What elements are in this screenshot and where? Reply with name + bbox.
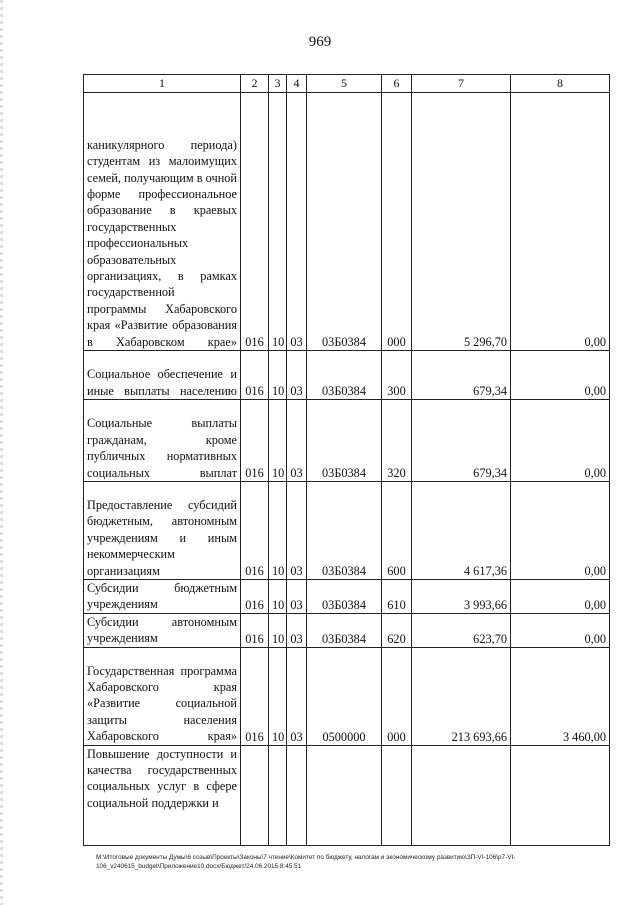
cell-ministry: 016 bbox=[241, 613, 269, 647]
page-number: 969 bbox=[308, 34, 332, 50]
header-row bbox=[84, 75, 610, 93]
header-col-7: 7 bbox=[412, 75, 511, 93]
table-row bbox=[84, 613, 610, 647]
cell-section: 10 bbox=[269, 400, 287, 482]
cell-subsection: 03 bbox=[287, 351, 307, 400]
cell-subsection: 03 bbox=[287, 613, 307, 647]
cell-ministry: 016 bbox=[241, 580, 269, 614]
cell-ministry: 016 bbox=[241, 400, 269, 482]
table-row bbox=[84, 351, 610, 400]
cell-target-article: 0500000 bbox=[307, 647, 382, 745]
cell-amount: 623,70 bbox=[412, 613, 511, 647]
cell-section: 10 bbox=[269, 351, 287, 400]
row-name: Государственная программа Хабаровского края «Развитие социальной защиты населения Хабаровского края» bbox=[84, 647, 241, 745]
cell-subsection: 03 bbox=[287, 400, 307, 482]
row-name: Субсидии автономным учреждениям bbox=[84, 613, 241, 647]
row-name: каникулярного периода) студентам из малоимущих семей, получающим в очной форме профессиональное образование в краевых государственных профессиональных образовательных организациях, в рамках государственной программы Хабаровского края «Развитие образования в Хабаровском крае» bbox=[84, 93, 241, 351]
cell-expense-type: 600 bbox=[382, 482, 412, 580]
cell-section: 10 bbox=[269, 93, 287, 351]
table-row bbox=[84, 647, 610, 745]
cell-ministry: 016 bbox=[241, 482, 269, 580]
header-col-4: 4 bbox=[287, 75, 307, 93]
cell-subsection: 03 bbox=[287, 482, 307, 580]
cell-subsection: 03 bbox=[287, 647, 307, 745]
cell-ministry bbox=[241, 745, 269, 845]
cell-amount-extra: 0,00 bbox=[511, 400, 610, 482]
table-row bbox=[84, 93, 610, 351]
row-name: Субсидии бюджетным учреждениям bbox=[84, 580, 241, 614]
cell-expense-type: 320 bbox=[382, 400, 412, 482]
cell-ministry: 016 bbox=[241, 93, 269, 351]
cell-amount: 3 993,66 bbox=[412, 580, 511, 614]
cell-section bbox=[269, 745, 287, 845]
footer-line-1: M:\Итоговые документы Думы\6 созыв\Проекты\Законы\7 чтение\Комитет по бюджету, налогам и экономическому развитию\ЗП-VI-106\p7-VI- bbox=[96, 854, 516, 861]
cell-amount bbox=[412, 745, 511, 845]
cell-ministry: 016 bbox=[241, 351, 269, 400]
cell-section: 10 bbox=[269, 647, 287, 745]
header-col-3: 3 bbox=[269, 75, 287, 93]
cell-amount: 4 617,36 bbox=[412, 482, 511, 580]
cell-amount-extra bbox=[511, 745, 610, 845]
table-row bbox=[84, 745, 610, 845]
cell-amount: 679,34 bbox=[412, 351, 511, 400]
cell-target-article: 03Б0384 bbox=[307, 93, 382, 351]
cell-target-article bbox=[307, 745, 382, 845]
header-col-2: 2 bbox=[241, 75, 269, 93]
cell-section: 10 bbox=[269, 580, 287, 614]
cell-expense-type: 000 bbox=[382, 647, 412, 745]
cell-expense-type: 620 bbox=[382, 613, 412, 647]
cell-amount: 213 693,66 bbox=[412, 647, 511, 745]
cell-target-article: 03Б0384 bbox=[307, 351, 382, 400]
row-name: Социальные выплаты гражданам, кроме публичных нормативных социальных выплат bbox=[84, 400, 241, 482]
file-path-footer bbox=[96, 853, 616, 871]
cell-section: 10 bbox=[269, 482, 287, 580]
cell-target-article: 03Б0384 bbox=[307, 613, 382, 647]
table-row bbox=[84, 482, 610, 580]
header-col-5: 5 bbox=[307, 75, 382, 93]
row-name: Социальное обеспечение и иные выплаты населению bbox=[84, 351, 241, 400]
cell-expense-type: 610 bbox=[382, 580, 412, 614]
table-row bbox=[84, 580, 610, 614]
cell-amount: 5 296,70 bbox=[412, 93, 511, 351]
cell-subsection: 03 bbox=[287, 580, 307, 614]
cell-expense-type: 300 bbox=[382, 351, 412, 400]
header-col-6: 6 bbox=[382, 75, 412, 93]
cell-amount-extra: 0,00 bbox=[511, 351, 610, 400]
cell-amount-extra: 0,00 bbox=[511, 93, 610, 351]
cell-amount-extra: 0,00 bbox=[511, 482, 610, 580]
table-row bbox=[84, 400, 610, 482]
header-col-1: 1 bbox=[84, 75, 241, 93]
cell-amount-extra: 3 460,00 bbox=[511, 647, 610, 745]
cell-expense-type bbox=[382, 745, 412, 845]
row-name: Повышение доступности и качества государственных социальных услуг в сфере социальной поддержки и bbox=[84, 745, 241, 845]
cell-amount-extra: 0,00 bbox=[511, 613, 610, 647]
cell-expense-type: 000 bbox=[382, 93, 412, 351]
cell-target-article: 03Б0384 bbox=[307, 580, 382, 614]
cell-target-article: 03Б0384 bbox=[307, 400, 382, 482]
footer-line-2: 106_v240615_budget\Приложение10.docx/Бюджет/24.06.2015 8:45:51 bbox=[96, 863, 302, 870]
cell-amount-extra: 0,00 bbox=[511, 580, 610, 614]
cell-subsection bbox=[287, 745, 307, 845]
budget-table bbox=[83, 74, 610, 846]
row-name: Предоставление субсидий бюджетным, автономным учреждениям и иным некоммерческим организациям bbox=[84, 482, 241, 580]
cell-amount: 679,34 bbox=[412, 400, 511, 482]
cell-ministry: 016 bbox=[241, 647, 269, 745]
cell-section: 10 bbox=[269, 613, 287, 647]
scan-edge bbox=[0, 0, 3, 905]
cell-target-article: 03Б0384 bbox=[307, 482, 382, 580]
header-col-8: 8 bbox=[511, 75, 610, 93]
cell-subsection: 03 bbox=[287, 93, 307, 351]
